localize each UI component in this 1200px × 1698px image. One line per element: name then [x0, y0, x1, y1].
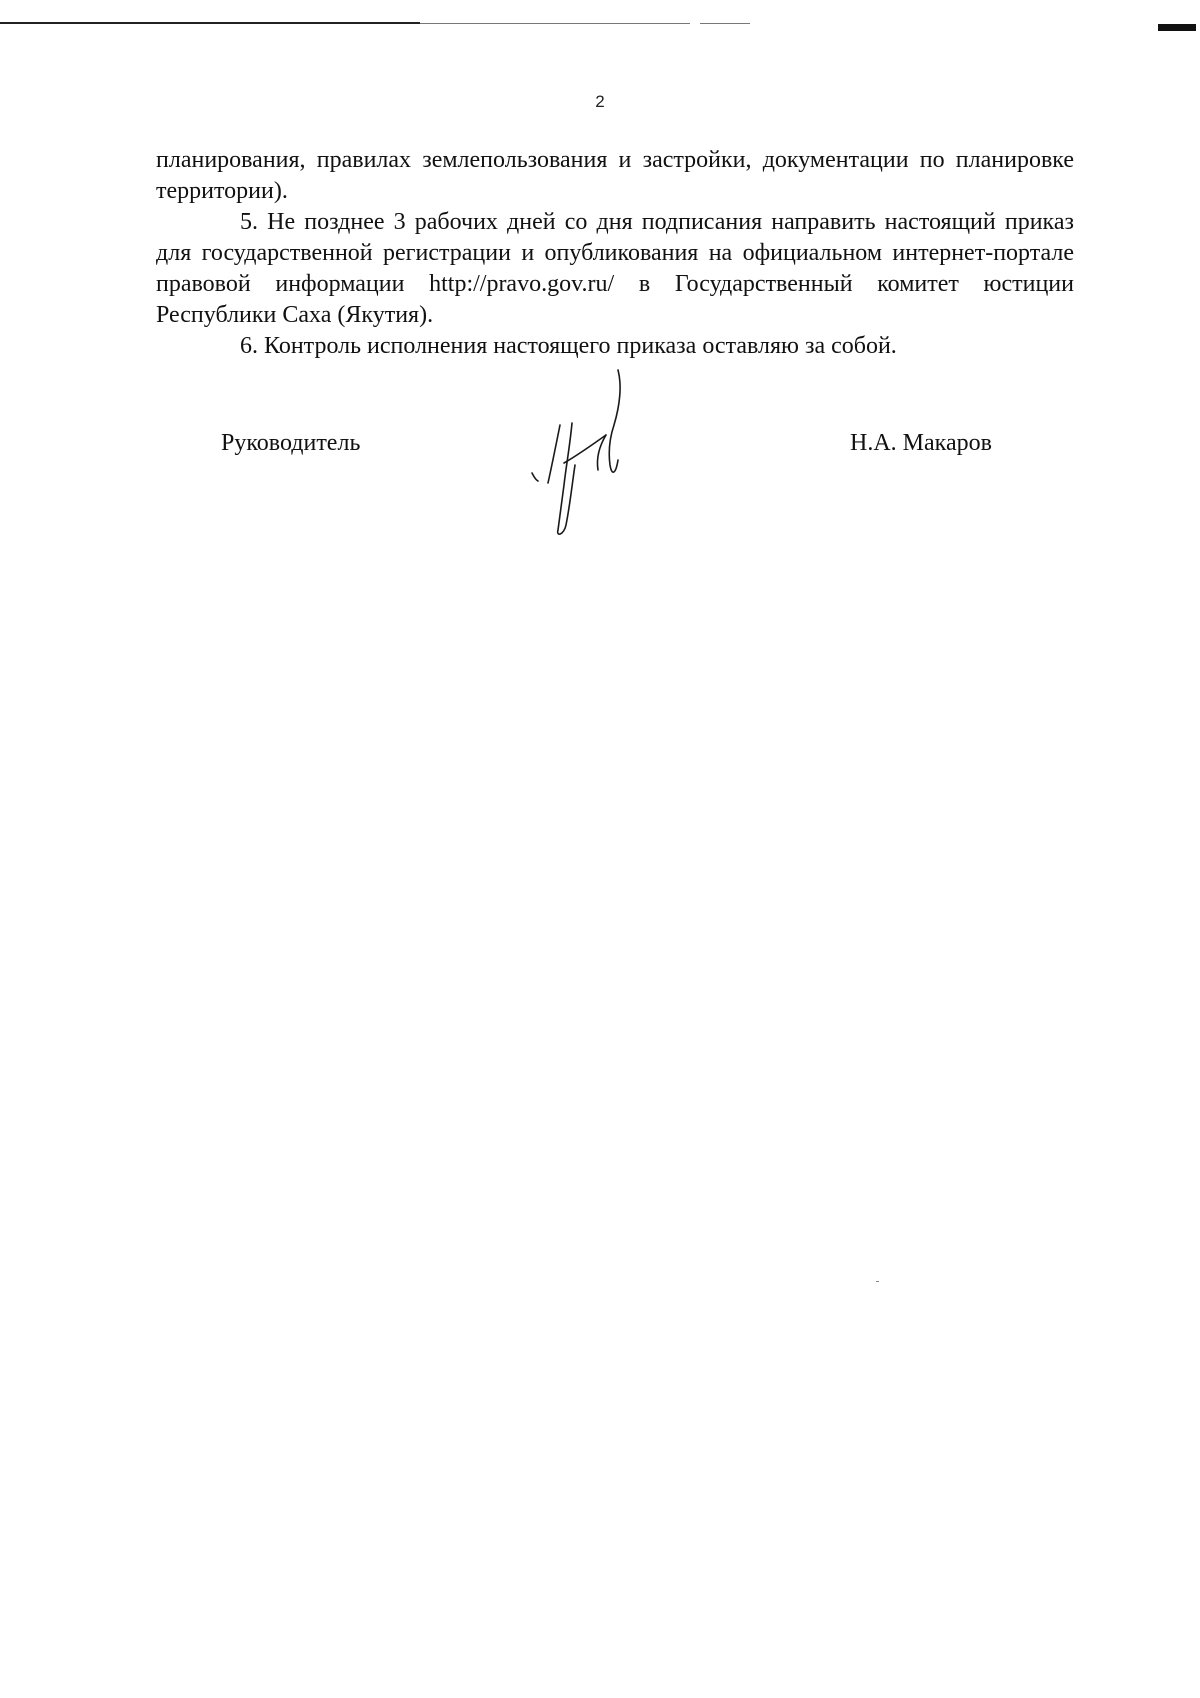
page-number: 2	[595, 92, 605, 111]
scan-speck	[876, 1281, 879, 1282]
scan-mark	[1158, 24, 1196, 31]
signatory-position: Руководитель	[221, 430, 361, 456]
handwritten-signature	[520, 365, 650, 540]
signatory-name: Н.А. Макаров	[850, 430, 992, 456]
paragraph-item-6: 6. Контроль исполнения настоящего приказа оставляю за собой.	[240, 333, 897, 359]
scan-line-top	[0, 22, 420, 24]
document-body	[156, 145, 1074, 362]
scan-line-faint	[420, 23, 690, 24]
scan-line-dash	[700, 23, 750, 24]
paragraph-continuation: планирования, правилах землепользования и застройки, документации по планировке территории).	[156, 147, 1074, 204]
paragraph-item-5: 5. Не позднее 3 рабочих дней со дня подписания направить настоящий приказ для государственной регистрации и опубликования на официальном интернет-портале правовой информации http://pravo.gov.ru/ в Государственный комитет юстиции Республики Саха (Якутия).	[156, 209, 1074, 328]
